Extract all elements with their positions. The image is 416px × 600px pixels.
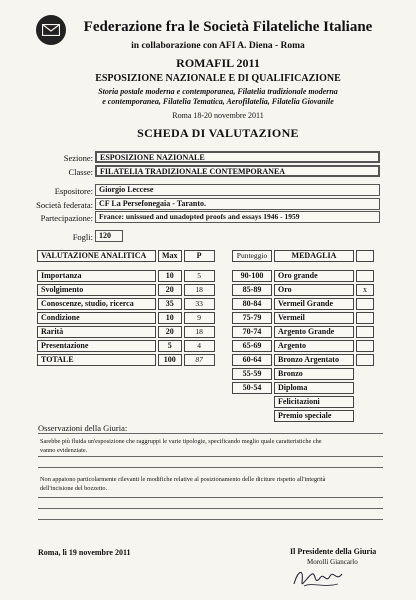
form-title: SCHEDA DI VALUTAZIONE xyxy=(137,126,299,140)
criterion-name: Presentazione xyxy=(37,340,156,352)
divider xyxy=(38,497,383,498)
medal-mark xyxy=(356,312,374,324)
table-row xyxy=(232,354,374,366)
observation-line: vanno evidenziate. xyxy=(40,447,88,454)
criterion-max: 35 xyxy=(158,298,182,310)
federation-title: Federazione fra le Società Filateliche Italiane xyxy=(83,19,373,35)
score-range-empty xyxy=(232,410,272,422)
table-row xyxy=(37,270,215,282)
medaglia-header-row xyxy=(232,250,374,262)
total-row xyxy=(37,354,215,366)
classe-field: FILATELIA TRADIZIONALE CONTEMPORANEA xyxy=(95,165,380,177)
punteggio-header: Punteggio xyxy=(232,250,272,262)
criterion-max: 10 xyxy=(158,270,182,282)
medal-name: Argento Grande xyxy=(274,326,354,338)
medal-mark xyxy=(356,270,374,282)
medal-name: Diploma xyxy=(274,382,354,394)
medal-mark-empty xyxy=(356,410,374,422)
table-row xyxy=(232,270,374,282)
criterion-max: 5 xyxy=(158,340,182,352)
medaglia-header: MEDAGLIA xyxy=(274,250,354,262)
medal-name: Argento xyxy=(274,340,354,352)
criterion-name: Condizione xyxy=(37,312,156,324)
societa-label: Società federata: xyxy=(36,200,93,210)
table-row xyxy=(232,382,374,394)
score-range: 85-89 xyxy=(232,284,272,296)
medal-mark xyxy=(356,340,374,352)
exhibition-name: ESPOSIZIONE NAZIONALE E DI QUALIFICAZIONE xyxy=(95,73,341,84)
categories-line-1: Storia postale moderna e contemporanea, Filatelia tradizionale moderna xyxy=(98,87,338,96)
score-range-empty xyxy=(232,396,272,408)
criterion-max: 20 xyxy=(158,326,182,338)
total-score: 87 xyxy=(184,354,215,366)
medal-mark-empty xyxy=(356,368,374,380)
medal-mark xyxy=(356,298,374,310)
valutazione-table xyxy=(35,248,217,368)
medal-mark xyxy=(356,326,374,338)
observations-paragraph-1 xyxy=(40,437,380,455)
medal-mark: x xyxy=(356,284,374,296)
criterion-score: 9 xyxy=(184,312,215,324)
score-range: 65-69 xyxy=(232,340,272,352)
place-date: Roma, lì 19 novembre 2011 xyxy=(38,548,131,557)
table-row xyxy=(37,312,215,324)
table-row xyxy=(232,326,374,338)
total-label: TOTALE xyxy=(37,354,156,366)
medal-name: Bronzo xyxy=(274,368,354,380)
fogli-field: 120 xyxy=(95,230,123,242)
medal-name: Vermeil Grande xyxy=(274,298,354,310)
divider xyxy=(38,467,383,468)
observation-line: Sarebbe più fluida un'esposizione che raggruppi le varie tipologie, specificando meglio quale caratteristiche che xyxy=(40,438,322,445)
observations-title: Osservazioni della Giuria: xyxy=(38,423,128,433)
criterion-score: 18 xyxy=(184,326,215,338)
table-row xyxy=(232,312,374,324)
score-range: 75-79 xyxy=(232,312,272,324)
event-name: ROMAFIL 2011 xyxy=(176,56,260,70)
criterion-score: 4 xyxy=(184,340,215,352)
table-row xyxy=(37,284,215,296)
table-row xyxy=(37,326,215,338)
criterion-name: Importanza xyxy=(37,270,156,282)
divider xyxy=(38,433,383,434)
event-dates: Roma 18-20 novembre 2011 xyxy=(172,111,264,120)
criterion-score: 18 xyxy=(184,284,215,296)
table-row xyxy=(232,284,374,296)
medal-name: Vermeil xyxy=(274,312,354,324)
medal-name: Oro grande xyxy=(274,270,354,282)
valutazione-header-row xyxy=(37,250,215,262)
medal-mark-empty xyxy=(356,396,374,408)
fogli-label: Fogli: xyxy=(72,232,93,242)
espositore-label: Espositore: xyxy=(54,186,93,196)
president-title: Il Presidente della Giuria xyxy=(290,547,377,556)
classe-label: Classe: xyxy=(68,167,93,177)
observation-line: dell'incisione del bozzetto. xyxy=(40,485,108,492)
max-header: Max xyxy=(158,250,182,262)
partecipazione-label: Partecipazione: xyxy=(40,213,93,223)
medal-mark-empty xyxy=(356,382,374,394)
divider xyxy=(38,456,383,457)
total-max: 100 xyxy=(158,354,182,366)
score-range: 50-54 xyxy=(232,382,272,394)
table-row xyxy=(232,396,374,408)
categories xyxy=(0,87,416,107)
criterion-name: Rarità xyxy=(37,326,156,338)
partecipazione-field: France: unissued and unadopted proofs and essays 1946 - 1959 xyxy=(95,211,380,223)
table-row xyxy=(232,368,374,380)
score-range: 55-59 xyxy=(232,368,272,380)
table-row xyxy=(232,340,374,352)
score-range: 80-84 xyxy=(232,298,272,310)
table-row xyxy=(232,410,374,422)
medal-name: Premio speciale xyxy=(274,410,354,422)
medal-mark xyxy=(356,354,374,366)
score-range: 90-100 xyxy=(232,270,272,282)
score-range: 70-74 xyxy=(232,326,272,338)
valutazione-header: VALUTAZIONE ANALITICA xyxy=(37,250,156,262)
medaglia-table xyxy=(230,248,376,424)
criterion-name: Conoscenze, studio, ricerca xyxy=(37,298,156,310)
societa-field: CF La Persefonegaia - Taranto. xyxy=(95,198,380,210)
table-row xyxy=(37,340,215,352)
collaboration-line: in collaborazione con AFI A. Diena - Roma xyxy=(131,41,305,51)
score-range: 60-64 xyxy=(232,354,272,366)
criterion-name: Svolgimento xyxy=(37,284,156,296)
medal-name: Oro xyxy=(274,284,354,296)
president-name: Morolli Giancarlo xyxy=(307,558,358,566)
observations-paragraph-2 xyxy=(40,475,380,493)
observation-line: Non appaiono particolarmente rilevanti le modifiche relative al posizionamento delle diciture rispetto all'integrità xyxy=(40,476,326,483)
sezione-label: Sezione: xyxy=(63,153,93,163)
divider xyxy=(38,519,383,520)
medal-name: Felicitazioni xyxy=(274,396,354,408)
medal-name: Bronzo Argentato xyxy=(274,354,354,366)
criterion-max: 10 xyxy=(158,312,182,324)
divider xyxy=(38,508,383,509)
table-row xyxy=(37,298,215,310)
criterion-score: 33 xyxy=(184,298,215,310)
table-row xyxy=(232,298,374,310)
p-header: P xyxy=(184,250,215,262)
signature-icon xyxy=(290,562,350,597)
espositore-field: Giorgio Leccese xyxy=(95,184,380,196)
mark-header xyxy=(356,250,374,262)
sezione-field: ESPOSIZIONE NAZIONALE xyxy=(95,151,380,163)
criterion-max: 20 xyxy=(158,284,182,296)
criterion-score: 5 xyxy=(184,270,215,282)
categories-line-2: e contemporanea, Filatelia Tematica, Aerofilatelia, Filatelia Giovanile xyxy=(102,97,334,106)
